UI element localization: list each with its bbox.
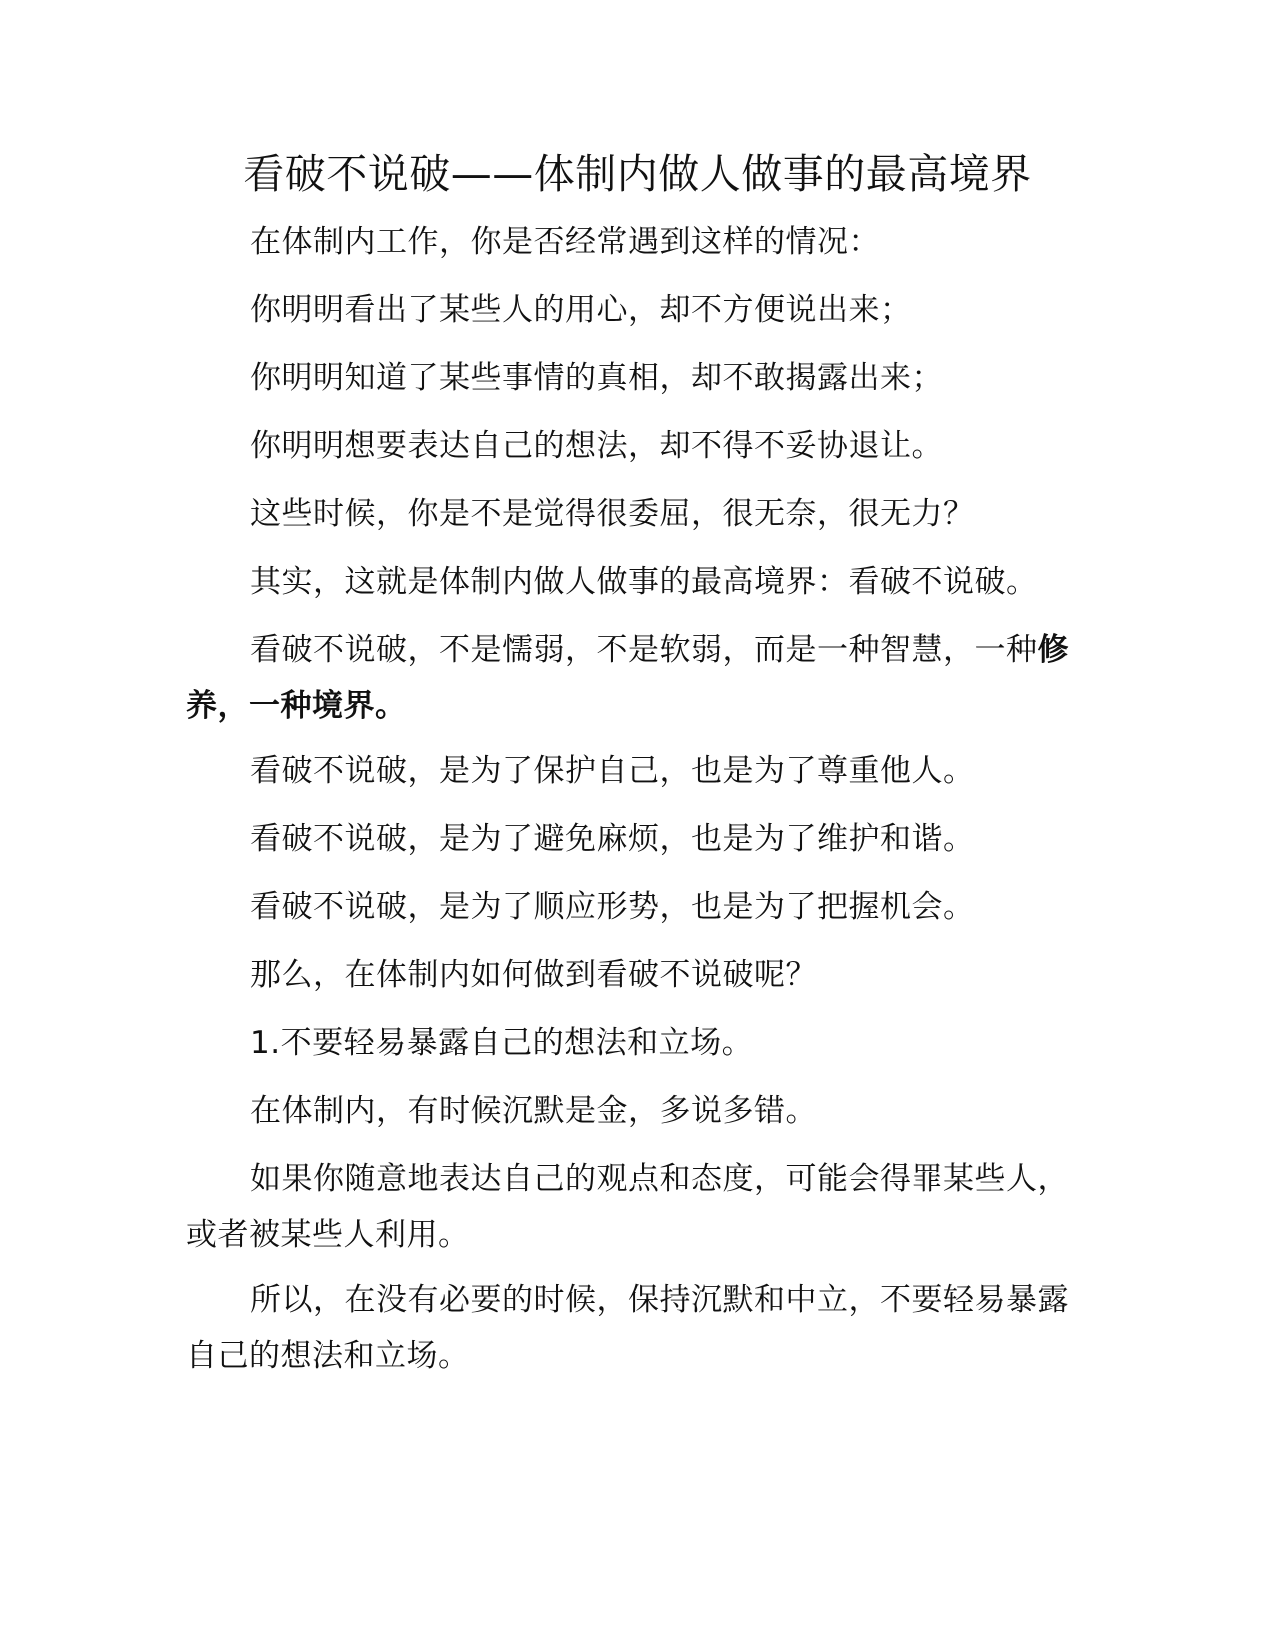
paragraph: 你明明看出了某些人的用心，却不方便说出来； (250, 292, 912, 328)
document-title: 看破不说破——体制内做人做事的最高境界 (243, 150, 1032, 198)
paragraph: 这些时候，你是不是觉得很委屈，很无奈，很无力？ (250, 496, 975, 532)
paragraph: 你明明知道了某些事情的真相，却不敢揭露出来； (250, 360, 943, 396)
paragraph: 看破不说破，是为了顺应形势，也是为了把握机会。 (250, 889, 975, 925)
paragraph (186, 622, 1076, 734)
paragraph-bold-tail: 修养，一种境界。 (186, 632, 1069, 724)
paragraph: 1.不要轻易暴露自己的想法和立场。 (250, 1025, 754, 1061)
paragraph: 如果你随意地表达自己的观点和态度，可能会得罪某些人，或者被某些人利用。 (186, 1161, 1069, 1253)
paragraph-text: 看破不说破，不是懦弱，不是软弱，而是一种智慧，一种 (250, 632, 1038, 668)
paragraph: 其实，这就是体制内做人做事的最高境界：看破不说破。 (250, 564, 1038, 600)
paragraph: 你明明想要表达自己的想法，却不得不妥协退让。 (250, 428, 943, 464)
paragraph: 在体制内，有时候沉默是金，多说多错。 (250, 1093, 817, 1129)
paragraph: 所以，在没有必要的时候，保持沉默和中立，不要轻易暴露自己的想法和立场。 (186, 1282, 1069, 1374)
paragraph: 看破不说破，是为了避免麻烦，也是为了维护和谐。 (250, 821, 975, 857)
paragraph: 在体制内工作，你是否经常遇到这样的情况： (250, 224, 880, 260)
paragraph: 看破不说破，是为了保护自己，也是为了尊重他人。 (250, 753, 975, 789)
paragraph: 那么，在体制内如何做到看破不说破呢？ (250, 957, 817, 993)
